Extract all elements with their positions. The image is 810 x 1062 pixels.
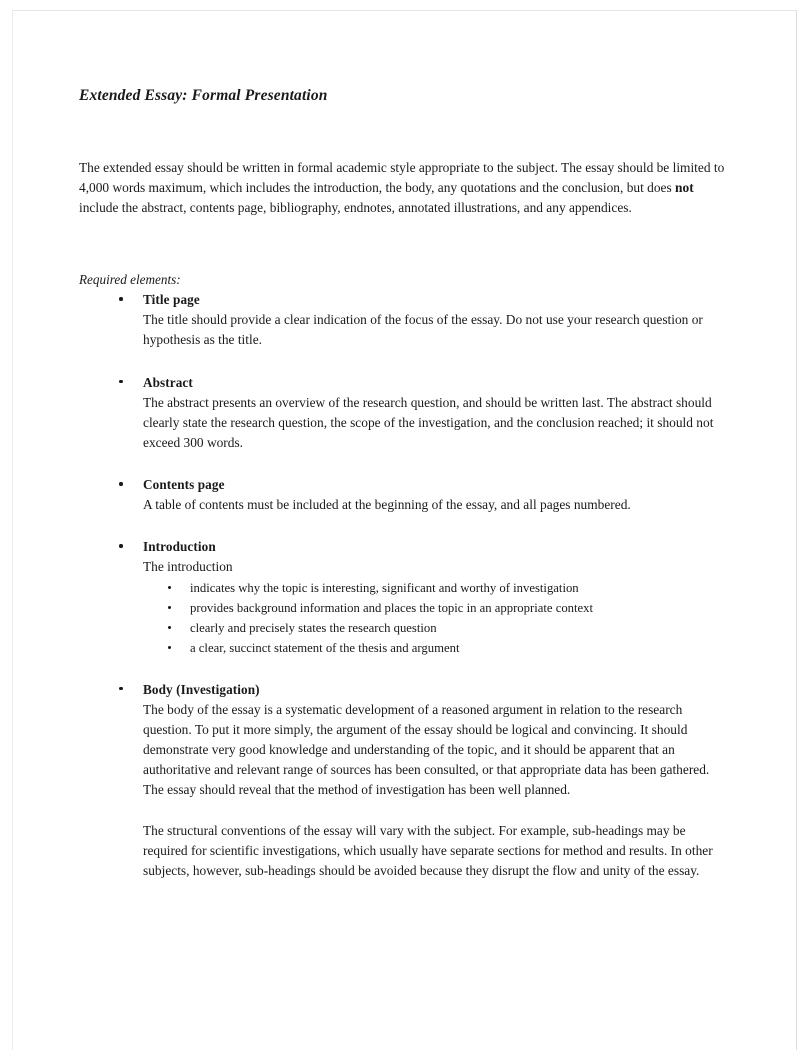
page-title: Extended Essay: Formal Presentation: [79, 87, 328, 104]
intro-emphasis: not: [675, 179, 694, 195]
bullet-icon: [119, 544, 123, 548]
intro-text-part1: The extended essay should be written in formal academic style appropriate to the subject. The essay should be limited to 4,000 words maximum, which includes the introduction, the body, any quotations and the conclusion, but does: [79, 159, 725, 195]
list-item: [79, 537, 727, 657]
bullet-icon: [119, 297, 123, 301]
item-body: The body of the essay is a systematic development of a reasoned argument in relation to the research question. To put it more simply, the argument of the essay should be logical and convincing. It should demonstrate very good knowledge and understanding of the topic, and it should be apparent that an authoritative and relevant range of sources has been consulted, or that appropriate data has been gathered. The essay should reveal that the method of investigation has been well planned.: [143, 701, 710, 798]
item-body: The title should provide a clear indication of the focus of the essay. Do not use your research question or hypothesis as the title.: [143, 312, 703, 348]
list-item: [79, 290, 727, 350]
sub-list-item: [143, 598, 727, 618]
item-heading: Introduction: [143, 539, 216, 555]
sub-list-item: [143, 638, 727, 658]
required-elements-label: Required elements:: [79, 272, 181, 288]
bullet-icon: [168, 606, 171, 609]
bullet-icon: [119, 380, 123, 384]
intro-text-part2: include the abstract, contents page, bibliography, endnotes, annotated illustrations, and any appendices.: [79, 200, 632, 215]
required-elements-list: [79, 290, 727, 881]
bullet-icon: [168, 586, 171, 589]
item-heading: Title page: [143, 292, 200, 308]
item-heading: Abstract: [143, 374, 193, 390]
sub-list-item-text: clearly and precisely states the research question: [190, 620, 437, 635]
item-body-secondary: The structural conventions of the essay will vary with the subject. For example, sub-headings may be required for scientific investigations, which usually have separate sections for method and results. In other subjects, however, sub-headings should be avoided because they disrupt the flow and unity of the essay.: [143, 822, 713, 879]
bullet-icon: [119, 482, 123, 486]
sub-list-item-text: provides background information and places the topic in an appropriate context: [190, 600, 594, 615]
intro-paragraph: [79, 158, 727, 219]
bullet-icon: [168, 646, 171, 649]
list-item: [79, 475, 727, 515]
document-content: [79, 87, 727, 881]
bullet-icon: [119, 687, 123, 691]
item-body: A table of contents must be included at the beginning of the essay, and all pages numbered.: [143, 497, 631, 513]
bullet-icon: [168, 626, 171, 629]
list-item: [79, 680, 727, 882]
list-item: [79, 373, 727, 454]
sub-list-item: [143, 618, 727, 638]
paragraph-spacer: [143, 801, 727, 821]
introduction-sublist: [143, 578, 727, 658]
document-page: [12, 10, 797, 1050]
sub-list-item-text: a clear, succinct statement of the thesis and argument: [190, 640, 460, 655]
item-heading: Contents page: [143, 477, 225, 493]
sub-list-item: [143, 578, 727, 598]
item-heading: Body (Investigation): [143, 681, 260, 697]
sub-list-item-text: indicates why the topic is interesting, significant and worthy of investigation: [190, 580, 579, 595]
item-body: The introduction: [143, 559, 233, 575]
item-body: The abstract presents an overview of the research question, and should be written last. The abstract should clearly state the research question, the scope of the investigation, and the conclusion reached; it should not exceed 300 words.: [143, 394, 714, 451]
